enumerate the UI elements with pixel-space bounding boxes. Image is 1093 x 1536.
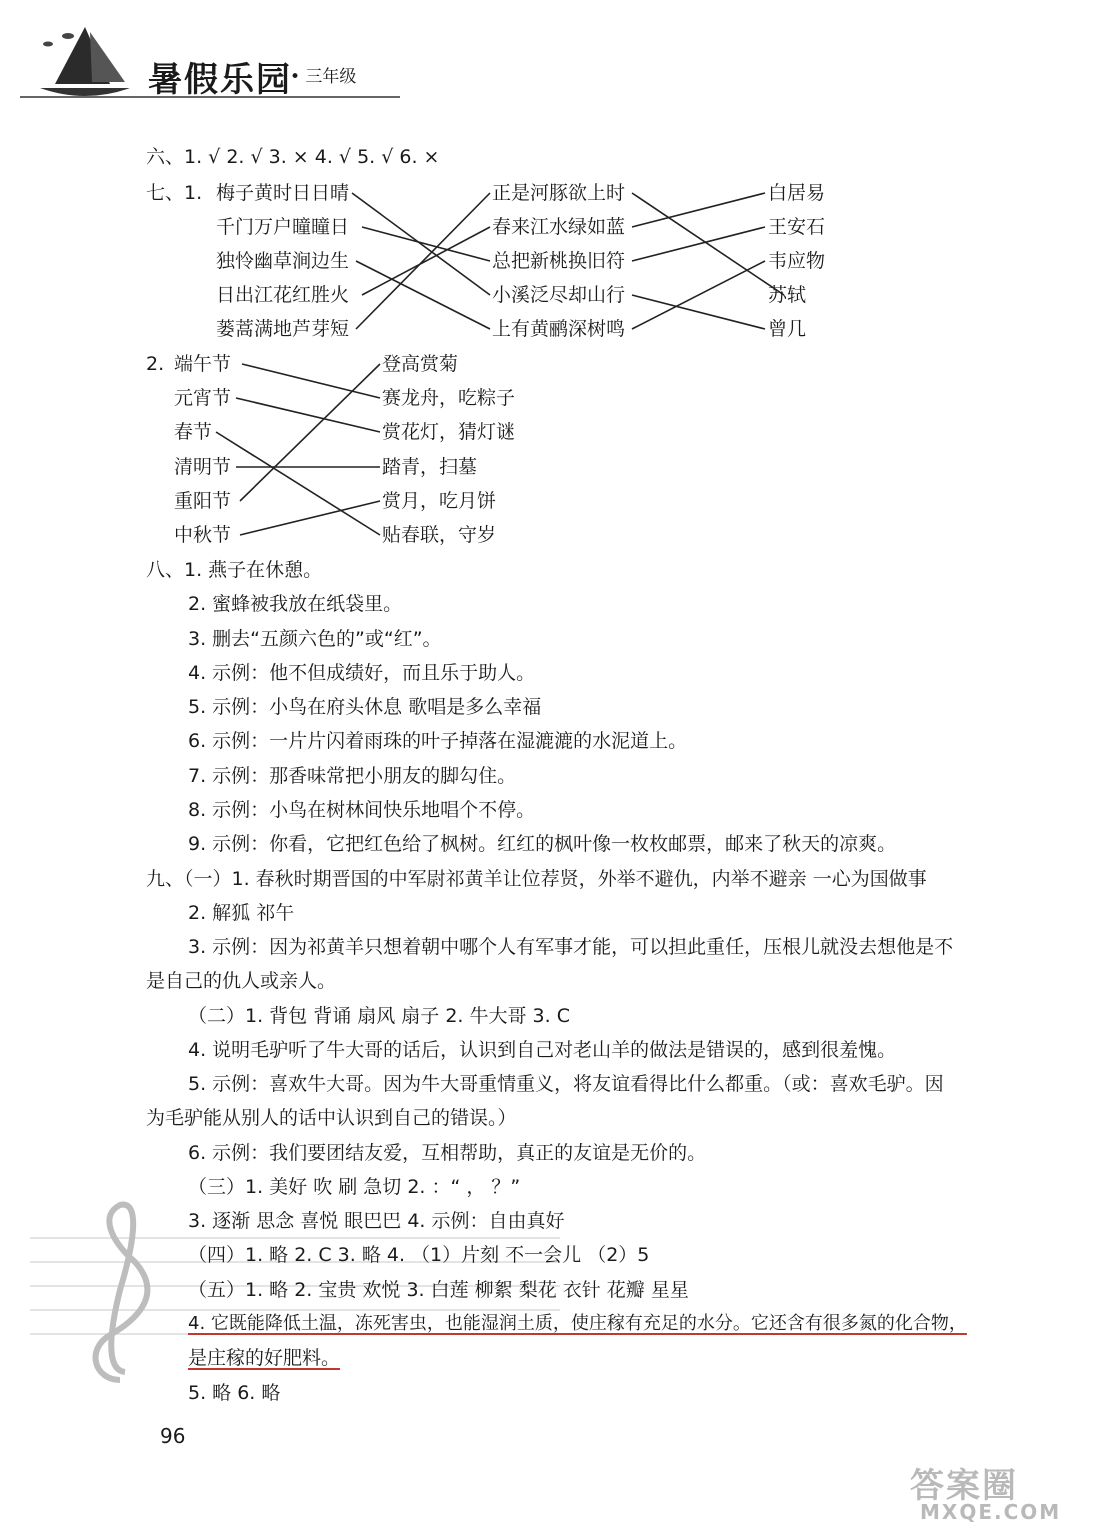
festival-2: 元宵节 [174,387,232,409]
poem-middle-1: 正是河豚欲上时 [492,182,626,204]
poem-left-4: 日出江花红胜火 [216,284,350,306]
section-7-prefix: 七、1. [146,182,203,204]
section-9-line-12: （四）1. 略 2. C 3. 略 4. （1）片刻 不一会儿 （2）5 [188,1244,650,1266]
section-8-line-3: 3. 删去“五颜六色的”或“红”。 [188,628,442,650]
festival-5: 重阳节 [174,490,232,512]
section-9-line-14: 4. 它既能降低土温，冻死害虫，也能湿润土质，使庄稼有充足的水分。它还含有很多氮的化合物， [188,1313,967,1334]
section-9-line-4: 是自己的仇人或亲人。 [146,970,337,992]
section-7-q2-prefix: 2. [146,353,165,375]
poem-left-2: 千门万户曈曈日 [216,216,350,238]
section-9-line-16: 5. 略 6. 略 [188,1382,281,1404]
festival-6: 中秋节 [174,524,232,546]
section-9-line-8: 为毛驴能从别人的话中认识到自己的错误。） [146,1107,517,1129]
poet-2: 王安石 [768,216,826,238]
poem-left-5: 蒌蒿满地芦芽短 [216,318,350,340]
section-9-line-10: （三）1. 美好 吹 刷 急切 2. ：“ ， ？” [188,1176,521,1198]
header-subtitle: • 三年级 [290,67,357,87]
festival-4: 清明节 [174,456,232,478]
watermark-logo: 答案圈 [910,1466,1018,1506]
poem-left-1: 梅子黄时日日晴 [216,182,350,204]
poet-1: 白居易 [768,182,826,204]
header-title: 暑假乐园 [148,60,292,100]
section-9-line-7: 5. 示例：喜欢牛大哥。因为牛大哥重情重义，将友谊看得比什么都重。（或：喜欢毛驴。因 [188,1073,944,1095]
poem-middle-2: 春来江水绿如蓝 [492,216,626,238]
section-9-line-6: 4. 说明毛驴听了牛大哥的话后，认识到自己对老山羊的做法是错误的，感到很羞愧。 [188,1039,897,1061]
section-9-line-2: 2. 解狐 祁午 [188,902,295,924]
custom-3: 赏花灯，猜灯谜 [382,421,516,443]
section-8-line-9: 9. 示例：你看，它把红色给了枫树。红红的枫叶像一枚枚邮票，邮来了秋天的凉爽。 [188,833,897,855]
section-9-line-9: 6. 示例：我们要团结友爱，互相帮助，真正的友谊是无价的。 [188,1142,707,1164]
section-9-line-13: （五）1. 略 2. 宝贵 欢悦 3. 白莲 柳絮 梨花 衣针 花瓣 星星 [188,1279,689,1301]
poet-5: 曾几 [768,318,807,340]
section-9-line-3: 3. 示例：因为祁黄羊只想着朝中哪个人有军事才能，可以担此重任，压根儿就没去想他是不 [188,936,954,958]
section-8-line-7: 7. 示例：那香味常把小朋友的脚勾住。 [188,765,517,787]
custom-4: 踏青，扫墓 [382,456,478,478]
page-number: 96 [160,1424,186,1448]
section-6-answers: 六、1. √ 2. √ 3. × 4. √ 5. √ 6. × [146,146,440,168]
custom-1: 登高赏菊 [382,353,459,375]
poem-middle-3: 总把新桃换旧符 [492,250,626,272]
section-9-line-11: 3. 逐渐 思念 喜悦 眼巴巴 4. 示例：自由真好 [188,1210,565,1232]
custom-2: 赛龙舟，吃粽子 [382,387,516,409]
festival-3: 春节 [174,421,213,443]
section-9-line-15: 是庄稼的好肥料。 [188,1347,341,1369]
custom-5: 赏月，吃月饼 [382,490,497,512]
section-8-line-2: 2. 蜜蜂被我放在纸袋里。 [188,593,403,615]
section-8-line-4: 4. 示例：他不但成绩好，而且乐于助人。 [188,662,536,684]
watermark-url: MXQE.COM [920,1500,1062,1524]
poem-left-3: 独怜幽草涧边生 [216,250,350,272]
custom-6: 贴春联，守岁 [382,524,497,546]
section-8-line-6: 6. 示例：一片片闪着雨珠的叶子掉落在湿漉漉的水泥道上。 [188,730,688,752]
section-8-line-8: 8. 示例：小鸟在树林间快乐地唱个不停。 [188,799,536,821]
section-8-line-5: 5. 示例：小鸟在府头休息 歌唱是多么幸福 [188,696,542,718]
section-9-line-5: （二）1. 背包 背诵 扇风 扇子 2. 牛大哥 3. C [188,1005,570,1027]
poet-3: 韦应物 [768,250,826,272]
section-8-line-1: 八、1. 燕子在休憩。 [146,559,323,581]
festival-1: 端午节 [174,353,232,375]
section-9-line-1: 九、（一）1. 春秋时期晋国的中军尉祁黄羊让位荐贤，外举不避仇，内举不避亲 一心为国做事 [146,868,927,890]
poem-middle-5: 上有黄鹂深树鸣 [492,318,626,340]
poem-middle-4: 小溪泛尽却山行 [492,284,626,306]
poet-4: 苏轼 [768,284,807,306]
